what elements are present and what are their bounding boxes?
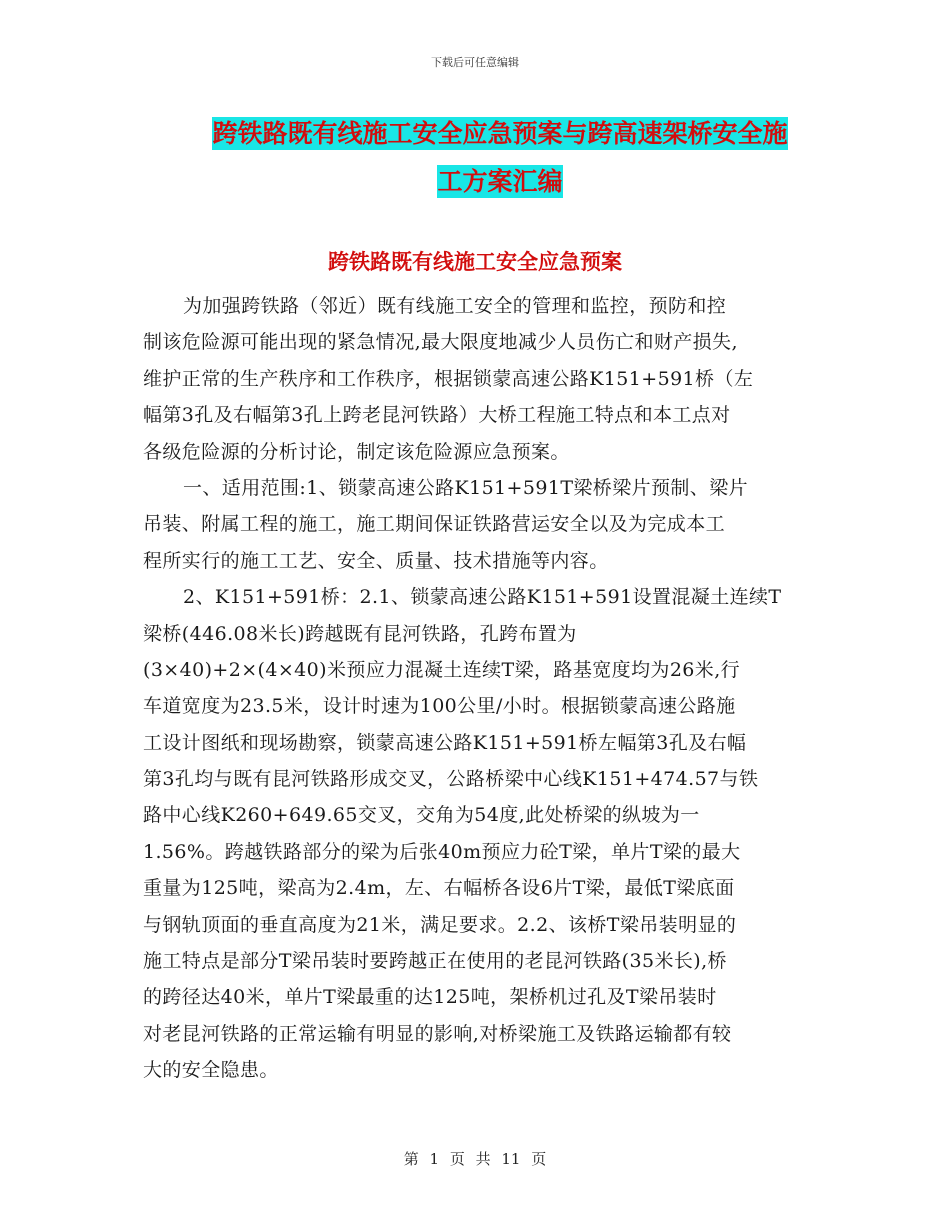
paragraph-line: 的跨径达40米，单片T梁最重的达125吨，架桥机过孔及T梁吊装时 <box>143 986 717 1009</box>
paragraph-line: 大的安全隐患。 <box>143 1059 279 1082</box>
document-title <box>140 110 860 206</box>
paragraph-line: 车道宽度为23.5米，设计时速为100公里/小时。根据锁蒙高速公路施 <box>143 695 736 718</box>
paragraph-line: 一、适用范围:1、锁蒙高速公路K151+591T梁桥梁片预制、梁片 <box>183 476 749 499</box>
paragraph-line: 幅第3孔及右幅第3孔上跨老昆河铁路）大桥工程施工特点和本工点对 <box>143 404 731 427</box>
section-title: 跨铁路既有线施工安全应急预案 <box>328 250 622 274</box>
paragraph-line: 吊装、附属工程的施工，施工期间保证铁路营运安全以及为完成本工 <box>143 513 726 536</box>
paragraph-line: 工设计图纸和现场勘察，锁蒙高速公路K151+591桥左幅第3孔及右幅 <box>143 731 747 754</box>
paragraph-line: 对老昆河铁路的正常运输有明显的影响,对桥梁施工及铁路运输都有较 <box>143 1022 732 1045</box>
paragraph-line: 路中心线K260+649.65交叉，交角为54度,此处桥梁的纵坡为一 <box>143 804 700 827</box>
paragraph-line: 制该危险源可能出现的紧急情况,最大限度地减少人员伤亡和财产损失, <box>143 331 738 354</box>
paragraph-line: 维护正常的生产秩序和工作秩序，根据锁蒙高速公路K151+591桥（左 <box>143 367 754 390</box>
paragraph-line: 程所实行的施工工艺、安全、质量、技术措施等内容。 <box>143 549 609 572</box>
document-title-line-2: 工方案汇编 <box>437 167 563 196</box>
page-number-footer: 第 1 页 共 11 页 <box>403 1150 547 1168</box>
document-title-line-1: 跨铁路既有线施工安全应急预案与跨高速架桥安全施 <box>212 119 788 148</box>
paragraph-line: 各级危险源的分析讨论，制定该危险源应急预案。 <box>143 440 570 463</box>
paragraph-line: 与钢轨顶面的垂直高度为21米，满足要求。2.2、该桥T梁吊装明显的 <box>143 913 737 936</box>
paragraph-line: 2、K151+591桥：2.1、锁蒙高速公路K151+591设置混凝土连续T <box>183 586 782 609</box>
paragraph-line: 1.56%。跨越铁路部分的梁为后张40m预应力砼T梁，单片T梁的最大 <box>143 840 741 863</box>
paragraph-line: 施工特点是部分T梁吊装时要跨越正在使用的老昆河铁路(35米长),桥 <box>143 950 727 973</box>
paragraph-line: 第3孔均与既有昆河铁路形成交叉，公路桥梁中心线K151+474.57与铁 <box>143 768 759 791</box>
paragraph-line: 梁桥(446.08米长)跨越既有昆河铁路，孔跨布置为 <box>143 622 577 645</box>
paragraph-line: (3×40)+2×(4×40)米预应力混凝土连续T梁，路基宽度均为26米,行 <box>143 658 741 681</box>
page-header-note: 下载后可任意编辑 <box>431 56 519 69</box>
body-text <box>143 288 811 1089</box>
paragraph-line: 重量为125吨，梁高为2.4m，左、右幅桥各设6片T梁，最低T梁底面 <box>143 877 735 900</box>
paragraph-line: 为加强跨铁路（邻近）既有线施工安全的管理和监控，预防和控 <box>183 295 727 317</box>
